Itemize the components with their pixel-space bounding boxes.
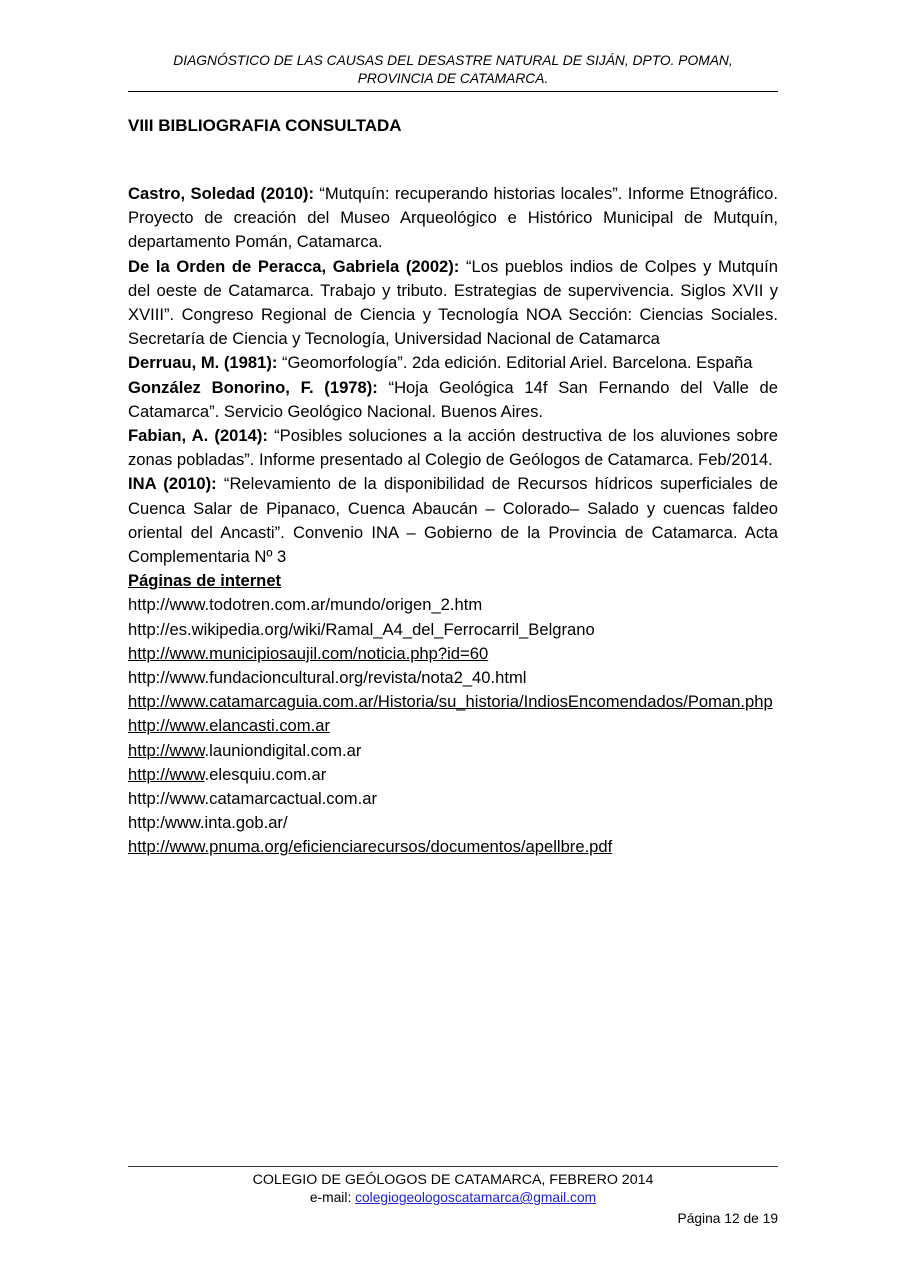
internet-link[interactable] bbox=[128, 739, 778, 763]
entry-text: “Mutquín: recuperando historias locales”. Informe Etnográfico. Proyecto de creación del Museo Arqueológico e Histórico Municipal de Mutquín, departamento Pomán, Catamarca. bbox=[128, 184, 778, 252]
internet-link bbox=[128, 666, 778, 690]
internet-link[interactable] bbox=[128, 690, 778, 714]
internet-links-list bbox=[128, 593, 778, 859]
internet-link[interactable] bbox=[128, 835, 778, 859]
entry-author-year: Castro, Soledad (2010): bbox=[128, 184, 314, 203]
link-plain-segment: http://www.todotren.com.ar/mundo/origen_2.htm bbox=[128, 595, 483, 615]
entry-text: “Hoja Geológica 14f San Fernando del Valle de Catamarca”. Servicio Geológico Nacional. Buenos Aires. bbox=[128, 377, 778, 421]
page-footer bbox=[128, 1166, 778, 1227]
internet-link bbox=[128, 787, 778, 811]
footer-email-link[interactable]: colegiogeologoscatamarca@gmail.com bbox=[355, 1190, 597, 1205]
link-plain-segment: http:/www.inta.gob.ar/ bbox=[128, 813, 288, 833]
page-number: Página 12 de 19 bbox=[677, 1211, 778, 1226]
internet-link bbox=[128, 811, 778, 835]
footer-email-line bbox=[128, 1189, 778, 1206]
entry-text: “Relevamiento de la disponibilidad de Recursos hídricos superficiales de Cuenca Salar de Pipanaco, Cuenca Abaucán – Colorado– Salado y cuencas faldeo oriental del Ancasti”. Convenio INA – Gobierno de la Provincia de Catamarca. Acta Complementaria Nº 3 bbox=[128, 474, 778, 567]
entry-text: “Posibles soluciones a la acción destructiva de los aluviones sobre zonas pobladas”. Informe presentado al Colegio de Geólogos de Catamarca. Feb/2014. bbox=[128, 426, 778, 470]
link-plain-segment: http://www.fundacioncultural.org/revista/nota2_40.html bbox=[128, 668, 527, 688]
bibliography-entry bbox=[128, 351, 778, 375]
link-plain-segment: http://es.wikipedia.org/wiki/Ramal_A4_del_Ferrocarril_Belgrano bbox=[128, 619, 595, 639]
footer-email-label: e-mail: bbox=[309, 1190, 356, 1205]
page-header bbox=[128, 52, 778, 92]
link-plain-segment[interactable]: .elesquiu.com.ar bbox=[204, 764, 327, 784]
section-title: VIII BIBLIOGRAFIA CONSULTADA bbox=[128, 116, 402, 135]
header-line2: PROVINCIA DE CATAMARCA. bbox=[357, 70, 549, 86]
bibliography-entry bbox=[128, 182, 778, 255]
bibliography-entry bbox=[128, 255, 778, 352]
entry-text: “Los pueblos indios de Colpes y Mutquín del oeste de Catamarca. Trabajo y tributo. Estrategias de supervivencia. Siglos XVII y XVIII”. Congreso Regional de Ciencia y Tecnología NOA Sección: Ciencias Sociales. Secretaría de Ciencia y Tecnología, Universidad Nacional de Catamarca bbox=[128, 256, 778, 349]
bibliography-list bbox=[128, 182, 778, 569]
internet-pages-heading: Páginas de internet bbox=[128, 571, 282, 591]
entry-author-year: González Bonorino, F. (1978): bbox=[128, 377, 378, 397]
link-plain-segment: http://www.catamarcactual.com.ar bbox=[128, 789, 377, 809]
internet-link[interactable] bbox=[128, 642, 778, 666]
footer-rule bbox=[128, 1166, 778, 1167]
link-underlined-segment[interactable]: http://www.elancasti.com.ar bbox=[128, 716, 330, 736]
entry-author-year: INA (2010): bbox=[128, 474, 217, 494]
bibliography-entry bbox=[128, 472, 778, 569]
bibliography-entry bbox=[128, 376, 778, 424]
link-underlined-segment[interactable]: http://www bbox=[128, 740, 205, 760]
entry-text: “Geomorfología”. 2da edición. Editorial Ariel. Barcelona. España bbox=[277, 353, 753, 373]
internet-link bbox=[128, 618, 778, 642]
page-content bbox=[128, 52, 778, 860]
link-underlined-segment[interactable]: http://www bbox=[128, 764, 205, 784]
footer-organization: COLEGIO DE GEÓLOGOS DE CATAMARCA, FEBRERO 2014 bbox=[252, 1172, 654, 1188]
link-underlined-segment[interactable]: http://www.pnuma.org/eficienciarecursos/documentos/apellbre.pdf bbox=[128, 837, 613, 857]
link-underlined-segment[interactable]: http://www.municipiosaujil.com/noticia.php?id=60 bbox=[128, 643, 489, 663]
entry-author-year: Fabian, A. (2014): bbox=[128, 426, 268, 446]
internet-link bbox=[128, 593, 778, 617]
header-line1: DIAGNÓSTICO DE LAS CAUSAS DEL DESASTRE NATURAL DE SIJÁN, DPTO. POMAN, bbox=[173, 53, 733, 68]
bibliography-entry bbox=[128, 424, 778, 472]
entry-author-year: De la Orden de Peracca, Gabriela (2002): bbox=[128, 256, 460, 276]
internet-link[interactable] bbox=[128, 714, 778, 738]
entry-author-year: Derruau, M. (1981): bbox=[128, 353, 278, 373]
link-plain-segment[interactable]: .launiondigital.com.ar bbox=[204, 740, 362, 760]
link-underlined-segment[interactable]: http://www.catamarcaguia.com.ar/Historia/su_historia/IndiosEncomendados/Poman.php bbox=[128, 692, 773, 712]
internet-link[interactable] bbox=[128, 763, 778, 787]
